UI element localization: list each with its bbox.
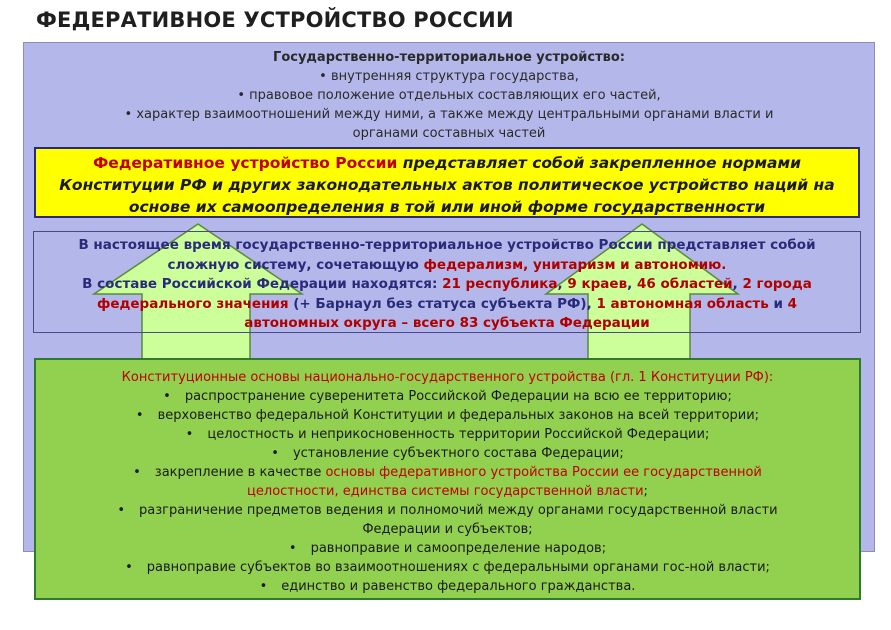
info-line-4: федерального значения (+ Барнаул без статуса субъекта РФ), 1 автономная область и 4: [96, 295, 798, 312]
definition-text-3: основе их самоопределения в той или иной форме государственности: [128, 198, 766, 216]
definition-term: Федеративное устройство России: [92, 154, 398, 172]
foundation-item-7: • равноправие и самоопределение народов;: [288, 541, 607, 556]
foundation-item-4: • установление субъектного состава Федерации;: [271, 446, 624, 461]
definition-text-2: Конституции РФ и других законодательных актов политическое устройство наций на: [59, 176, 835, 194]
foundation-item-3: • целостность и неприкосновенность территории Российской Федерации;: [185, 427, 710, 442]
territorial-bullet-1: • внутренняя структура государства,: [319, 69, 579, 84]
page-title: ФЕДЕРАТИВНОЕ УСТРОЙСТВО РОССИИ: [36, 8, 514, 32]
current-structure-info: [33, 231, 861, 333]
foundation-item-2: • верховенство федеральной Конституции и федеральных законов на всей территории;: [135, 408, 760, 423]
foundation-item-5-cont: целостности, единства системы государственной власти;: [247, 484, 648, 499]
definition-text-1: представляет собой закрепленное нормами: [397, 154, 802, 172]
info-line-3: В составе Российской Федерации находятся: 21 республика, 9 краев, 46 областей, 2 города: [82, 276, 812, 292]
foundation-item-1: • распространение суверенитета Российской Федерации на всю ее территорию;: [163, 389, 732, 404]
foundation-item-5: • закрепление в качестве основы федеративного устройства России ее государственной: [133, 465, 762, 480]
territorial-structure-block: [23, 48, 875, 143]
federal-structure-definition: [34, 147, 860, 218]
territorial-bullet-3: • характер взаимоотношений между ними, а также между центральными органами власти и: [124, 107, 774, 122]
info-line-2: сложную систему, сочетающую федерализм, унитаризм и автономию.: [167, 256, 727, 273]
foundations-heading: Конституционные основы национально-государственного устройства (гл. 1 Конституции РФ):: [121, 370, 774, 385]
territorial-bullet-3-cont: органами составных частей: [352, 126, 546, 141]
info-line-1: В настоящее время государственно-территориальное устройство России представляет собой: [78, 237, 816, 253]
foundation-item-8: • равноправие субъектов во взаимоотношениях с федеральными органами гос-ной власти;: [125, 560, 770, 575]
foundation-item-6: • разграничение предметов ведения и полномочий между органами государственной власти: [117, 503, 778, 518]
foundation-item-9: • единство и равенство федерального гражданства.: [259, 579, 636, 594]
info-line-5: автономных округа – всего 83 субъекта Федерации: [244, 315, 650, 331]
foundation-item-6-cont: Федерации и субъектов;: [362, 522, 533, 537]
territorial-bullet-2: • правовое положение отдельных составляющих его частей,: [237, 88, 661, 103]
constitutional-foundations: [34, 358, 861, 600]
territorial-structure-heading: Государственно-территориальное устройство:: [273, 50, 625, 65]
